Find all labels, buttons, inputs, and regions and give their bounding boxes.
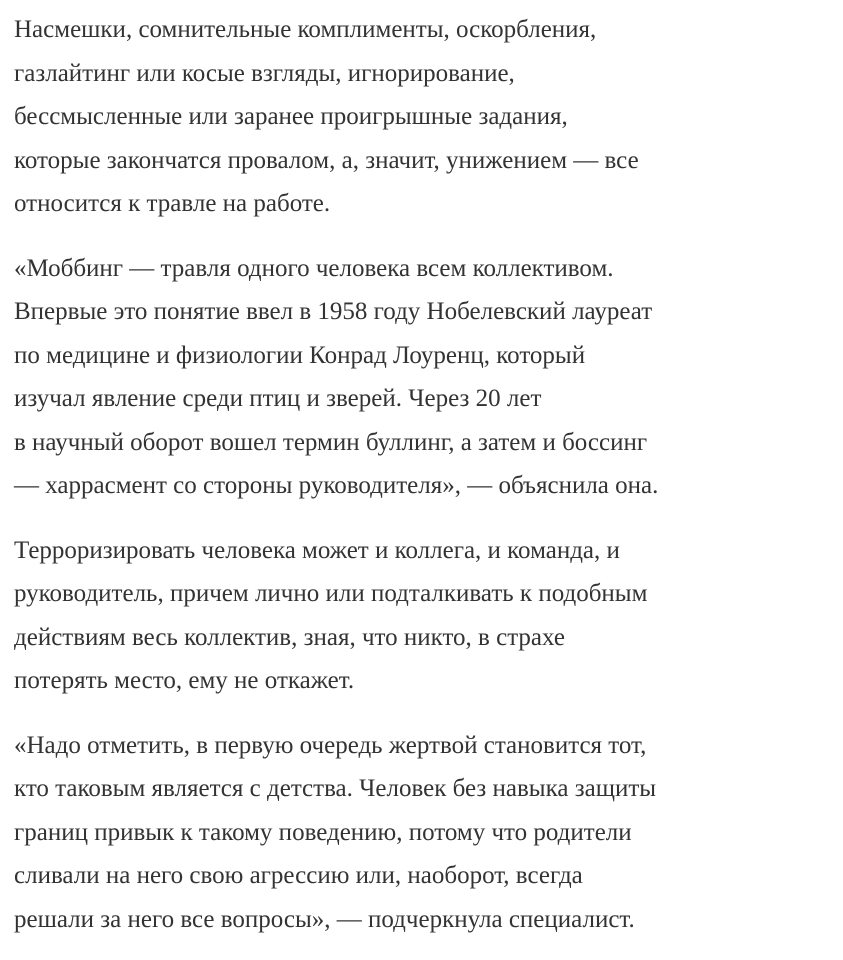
paragraph-3 bbox=[14, 529, 829, 703]
text-line: которые закончатся провалом, а, значит, унижением — все bbox=[14, 146, 639, 174]
text-line: «Моббинг — травля одного человека всем коллективом. bbox=[14, 254, 614, 282]
text-line: «Надо отметить, в первую очередь жертвой становится тот, bbox=[14, 731, 647, 759]
text-line: — харрасмент со стороны руководителя», — объяснила она. bbox=[14, 472, 659, 499]
text-line: по медицине и физиологии Конрад Лоуренц, который bbox=[14, 341, 586, 369]
paragraph-4 bbox=[14, 724, 829, 942]
text-line: границ привык к такому поведению, потому что родители bbox=[14, 818, 632, 846]
text-line: относится к травле на работе. bbox=[14, 190, 331, 217]
text-line: Впервые это понятие ввел в 1958 году Нобелевский лауреат bbox=[14, 298, 653, 325]
text-line: Насмешки, сомнительные комплименты, оскорбления, bbox=[14, 16, 597, 43]
text-line: сливали на него свою агрессию или, наоборот, всегда bbox=[14, 862, 583, 889]
text-line: кто таковым является с детства. Человек без навыка защиты bbox=[14, 775, 657, 802]
text-line: бессмысленные или заранее проигрышные задания, bbox=[14, 103, 568, 130]
text-line: действиям весь коллектив, зная, что никто, в страхе bbox=[14, 623, 566, 651]
text-line: Терроризировать человека может и коллега, и команда, и bbox=[14, 536, 620, 564]
paragraph-1 bbox=[14, 8, 829, 226]
text-line: решали за него все вопросы», — подчеркнула специалист. bbox=[14, 905, 635, 933]
text-line: изучал явление среди птиц и зверей. Через 20 лет bbox=[14, 385, 542, 412]
text-line: руководитель, причем лично или подталкивать к подобным bbox=[14, 580, 648, 607]
text-line: потерять место, ему не откажет. bbox=[14, 667, 355, 694]
text-line: газлайтинг или косые взгляды, игнорирование, bbox=[14, 59, 515, 87]
text-line: в научный оборот вошел термин буллинг, а затем и боссинг bbox=[14, 428, 648, 456]
paragraph-2 bbox=[14, 247, 829, 508]
